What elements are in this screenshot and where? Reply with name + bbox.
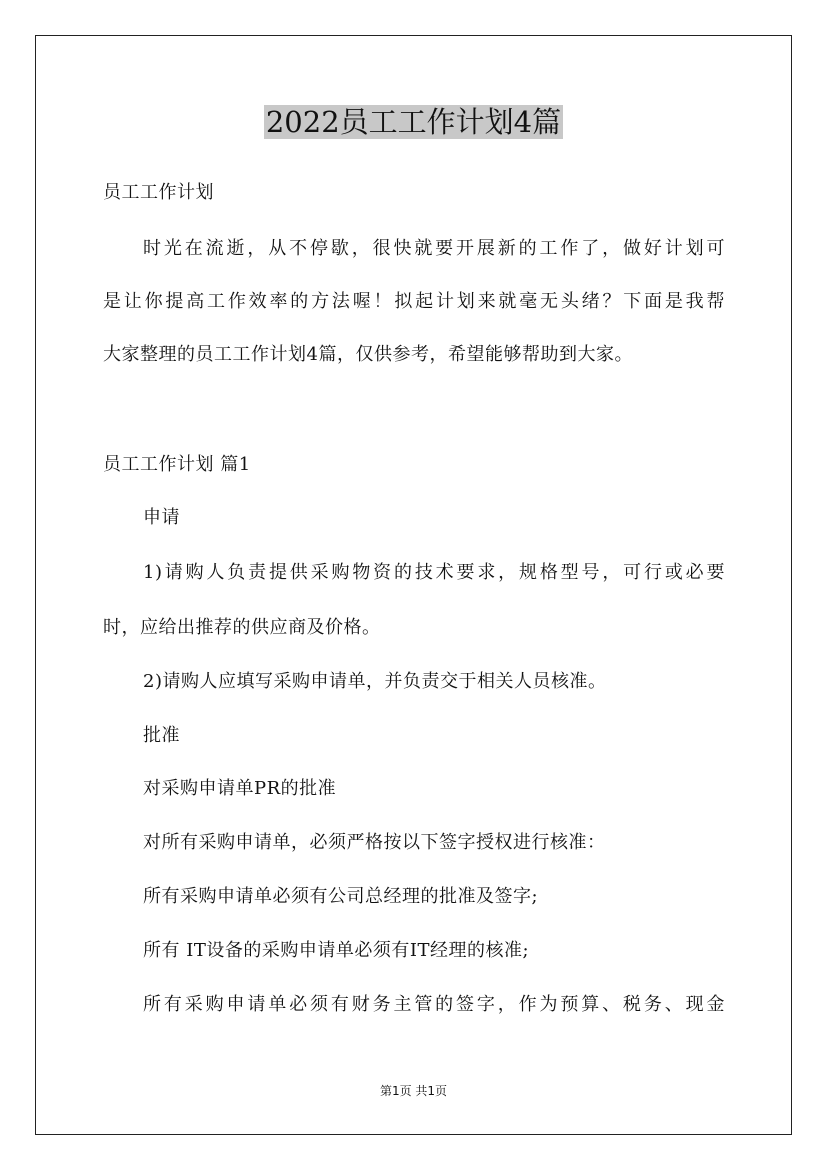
paragraph-line-2: 2)请购人应填写采购申请单，并负责交于相关人员核准。: [143, 671, 607, 692]
part1-heading: 员工工作计划 篇1: [103, 454, 251, 475]
paragraph-apply: 申请: [143, 507, 180, 528]
paragraph-pr-approval: 对采购申请单PR的批准: [143, 778, 337, 799]
intro-line-1: 时光在流逝，从不停歇，很快就要开展新的工作了，做好计划可: [143, 238, 725, 259]
document-title: [0, 100, 827, 144]
paragraph-line-1b: 时，应给出推荐的供应商及价格。: [103, 617, 381, 638]
paragraph-finance-sign: 所有采购申请单必须有财务主管的签字，作为预算、税务、现金: [143, 994, 725, 1015]
section-heading: 员工工作计划: [103, 182, 214, 203]
paragraph-approve: 批准: [143, 725, 180, 746]
intro-line-2: 是让你提高工作效率的方法喔！拟起计划来就毫无头绪？下面是我帮: [103, 291, 725, 312]
paragraph-sign-rule: 对所有采购申请单，必须严格按以下签字授权进行核准：: [143, 832, 606, 853]
intro-line-3: 大家整理的员工工作计划4篇，仅供参考，希望能够帮助到大家。: [103, 344, 633, 365]
paragraph-it-sign: 所有 IT设备的采购申请单必须有IT经理的核准;: [143, 940, 530, 961]
paragraph-line-1a: 1)请购人负责提供采购物资的技术要求，规格型号，可行或必要: [143, 562, 725, 583]
paragraph-gm-sign: 所有采购申请单必须有公司总经理的批准及签字;: [143, 886, 539, 907]
document-title-text: 2022员工工作计划4篇: [265, 105, 562, 139]
page-footer: 第1页 共1页: [379, 1084, 448, 1098]
